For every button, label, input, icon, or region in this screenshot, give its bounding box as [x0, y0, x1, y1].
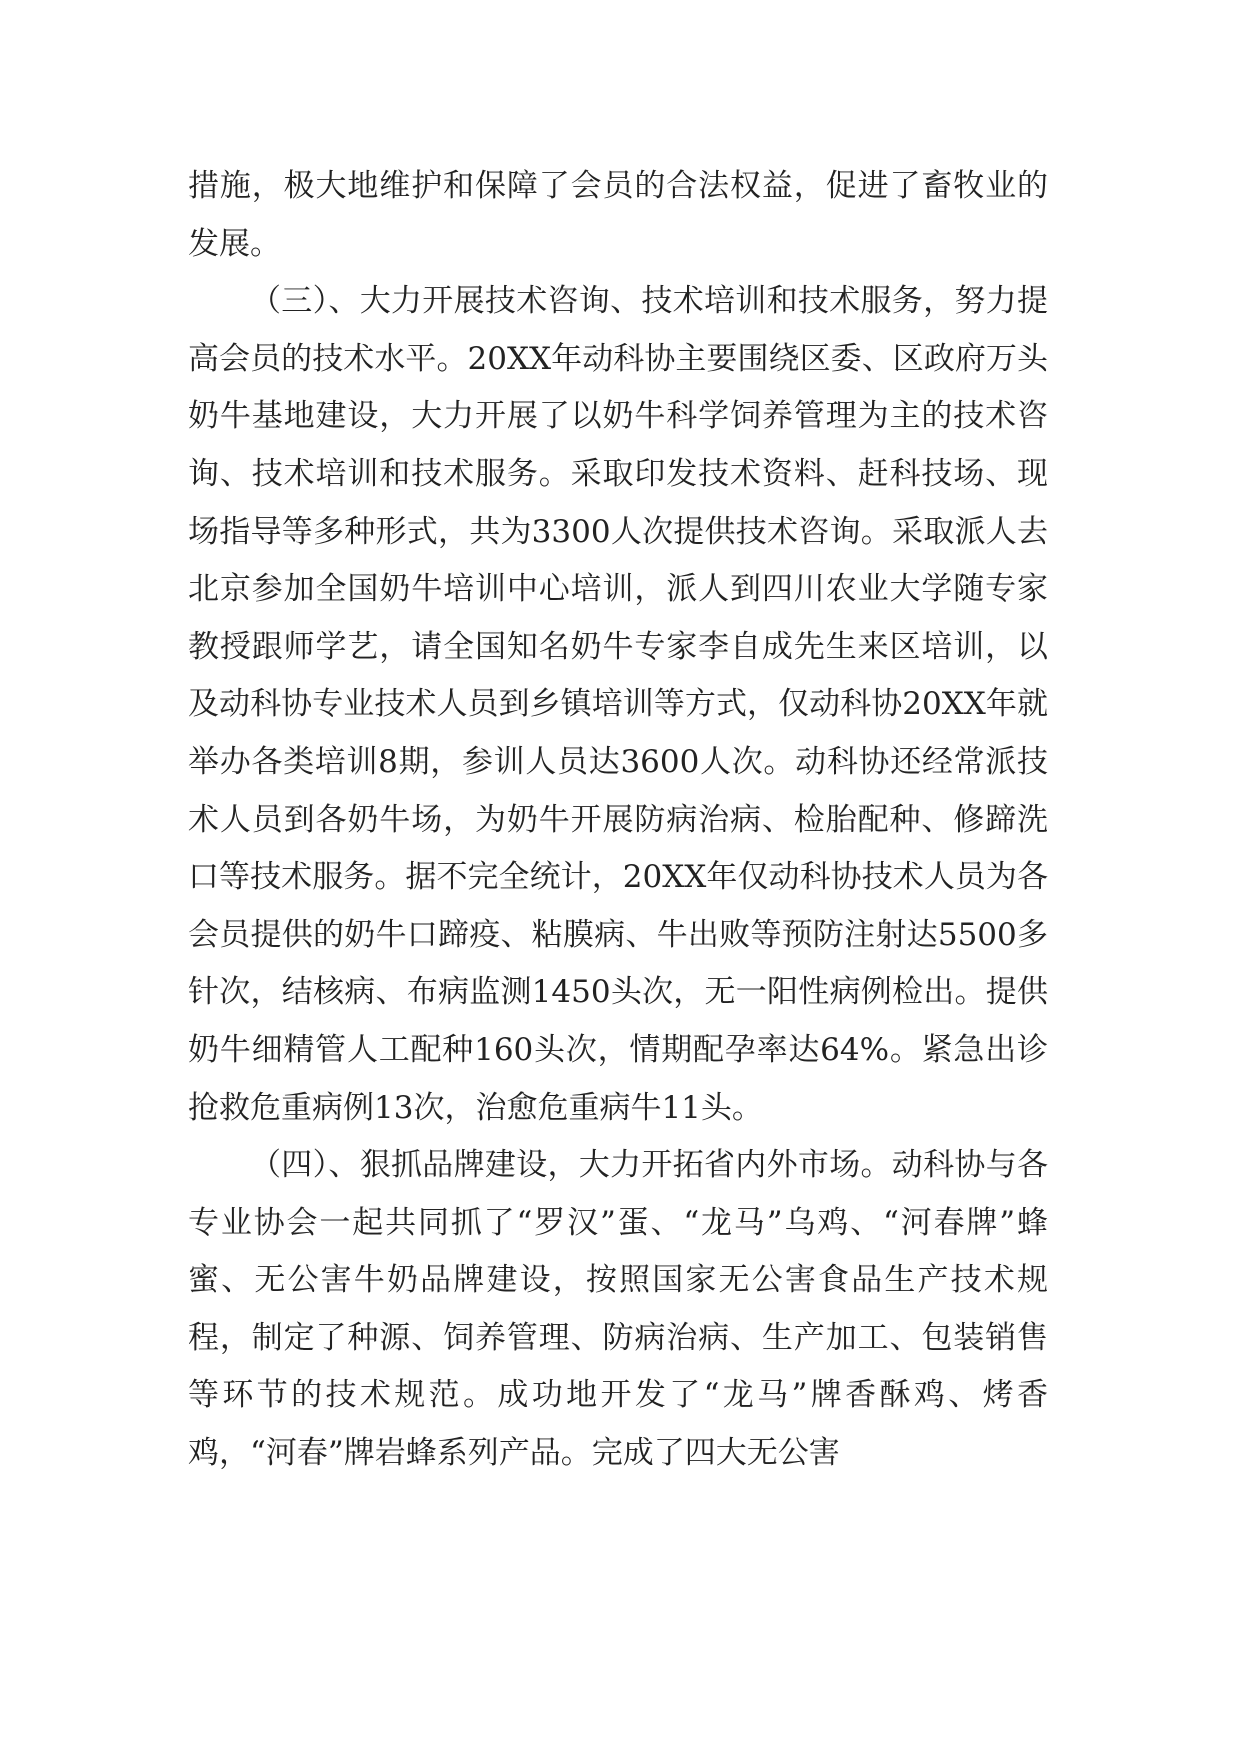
document-body — [188, 158, 1048, 1483]
paragraph-continuation: 措施，极大地维护和保障了会员的合法权益，促进了畜牧业的发展。 — [188, 168, 1048, 262]
paragraph-section-four: （四）、狠抓品牌建设，大力开拓省内外市场。动科协与各专业协会一起共同抓了“罗汉”蛋、“龙马”乌鸡、“河春牌”蜂蜜、无公害牛奶品牌建设，按照国家无公害食品生产技术规程，制定了种源、饲养管理、防病治病、生产加工、包装销售等环节的技术规范。成功地开发了“龙马”牌香酥鸡、烤香鸡，“河春”牌岩蜂系列产品。完成了四大无公害 — [188, 1147, 1048, 1472]
paragraph-section-three: （三）、大力开展技术咨询、技术培训和技术服务，努力提高会员的技术水平。20XX年动科协主要围绕区委、区政府万头奶牛基地建设，大力开展了以奶牛科学饲养管理为主的技术咨询、技术培训和技术服务。采取印发技术资料、赶科技场、现场指导等多种形式，共为3300人次提供技术咨询。采取派人去北京参加全国奶牛培训中心培训，派人到四川农业大学随专家教授跟师学艺，请全国知名奶牛专家李自成先生来区培训，以及动科协专业技术人员到乡镇培训等方式，仅动科协20XX年就举办各类培训8期，参训人员达3600人次。动科协还经常派技术人员到各奶牛场，为奶牛开展防病治病、检胎配种、修蹄洗口等技术服务。据不完全统计，20XX年仅动科协技术人员为各会员提供的奶牛口蹄疫、粘膜病、牛出败等预防注射达5500多针次，结核病、布病监测1450头次，无一阳性病例检出。提供奶牛细精管人工配种160头次，情期配孕率达64%。紧急出诊抢救危重病例13次，治愈危重病牛11头。 — [188, 283, 1048, 1126]
